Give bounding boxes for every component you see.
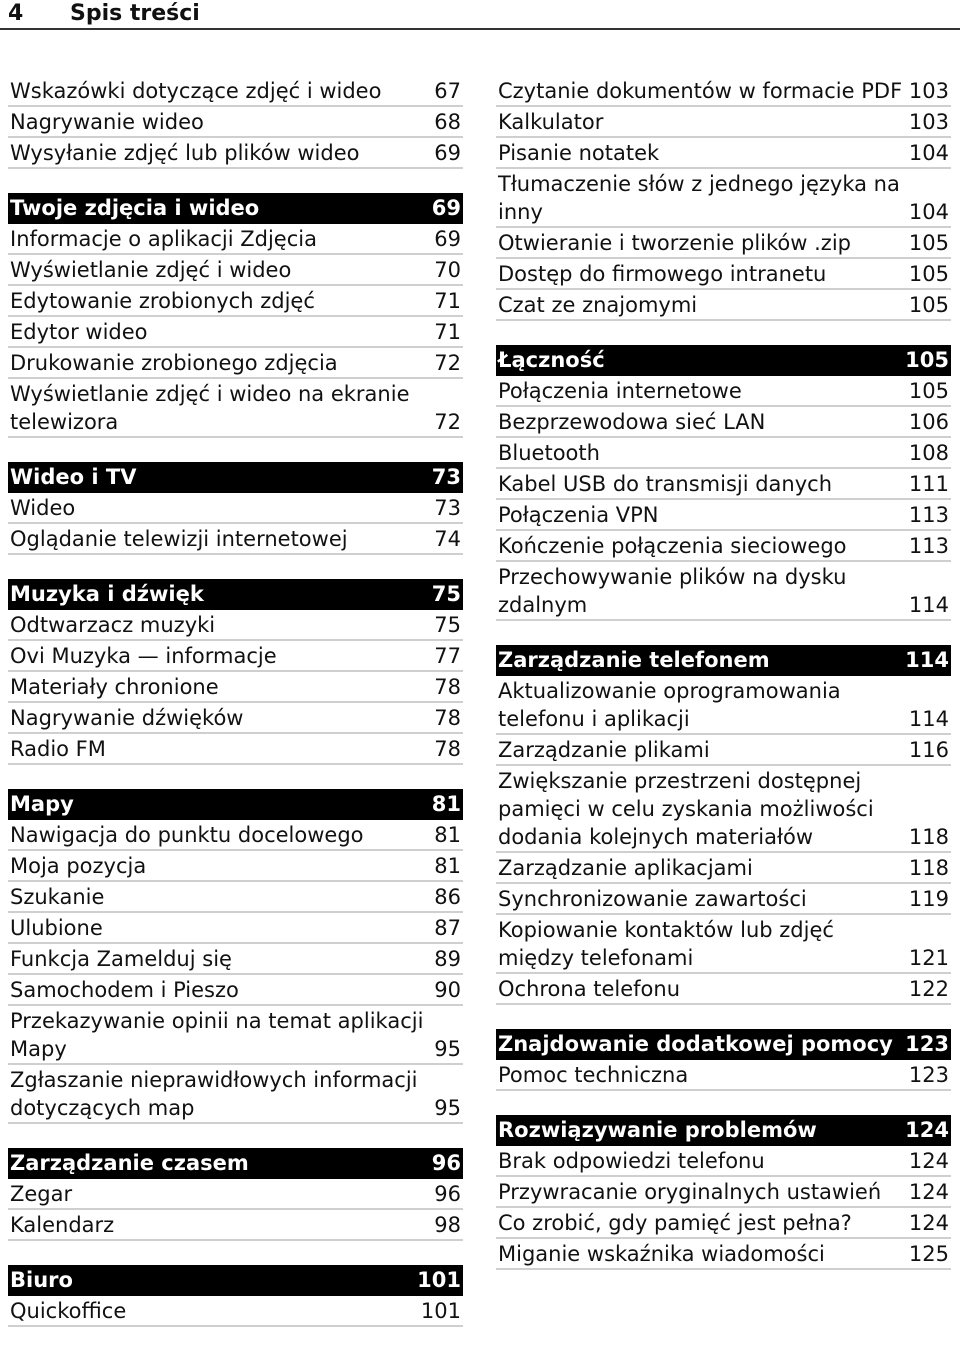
toc-entry[interactable]	[496, 735, 951, 766]
toc-entry[interactable]	[496, 500, 951, 531]
toc-entry[interactable]	[8, 107, 463, 138]
entry-page-number: 89	[434, 947, 461, 971]
toc-entry[interactable]	[496, 1208, 951, 1239]
toc-section	[8, 579, 463, 765]
entry-page-number: 118	[908, 825, 949, 849]
entry-title: Odtwarzacz muzyki	[10, 613, 216, 637]
entry-page-number: 78	[434, 706, 461, 730]
entry-page-number: 86	[434, 885, 461, 909]
toc-entry[interactable]	[8, 524, 463, 555]
entry-page-number: 106	[908, 410, 949, 434]
toc-entry[interactable]	[8, 1065, 463, 1124]
entry-title: Samochodem i Pieszo	[10, 978, 239, 1002]
entry-title: Wideo	[10, 496, 76, 520]
entry-page-number: 67	[434, 79, 461, 103]
entry-page-number: 114	[908, 707, 949, 731]
entry-title: Edytowanie zrobionych zdjęć	[10, 289, 315, 313]
toc-entry[interactable]	[8, 379, 463, 438]
toc-entry[interactable]	[8, 944, 463, 975]
toc-entry[interactable]	[8, 286, 463, 317]
page-title: Spis treści	[70, 1, 200, 26]
entry-title: Otwieranie i tworzenie plików .zip	[498, 231, 851, 255]
entry-page-number: 122	[908, 977, 949, 1001]
entry-title: Kabel USB do transmisji danych	[498, 472, 833, 496]
entry-title: Miganie wskaźnika wiadomości	[498, 1242, 825, 1266]
entry-page-number: 87	[434, 916, 461, 940]
entry-title: Zarządzanie plikami	[498, 738, 710, 762]
entry-title: Bluetooth	[498, 441, 600, 465]
toc-section	[496, 645, 951, 1005]
entry-page-number: 71	[434, 320, 461, 344]
toc-entry[interactable]	[496, 259, 951, 290]
section-page-number: 101	[417, 1268, 461, 1292]
toc-section-heading[interactable]	[8, 1265, 463, 1296]
toc-section	[8, 76, 463, 169]
toc-entry[interactable]	[496, 438, 951, 469]
entry-title: Bezprzewodowa sieć LAN	[498, 410, 766, 434]
entry-title: Funkcja Zamelduj się	[10, 947, 232, 971]
entry-page-number: 124	[908, 1180, 949, 1204]
toc-entry[interactable]	[8, 820, 463, 851]
section-title: Mapy	[10, 792, 74, 816]
entry-title: Co zrobić, gdy pamięć jest pełna?	[498, 1211, 852, 1235]
section-title: Znajdowanie dodatkowej pomocy	[498, 1032, 893, 1056]
toc-section-heading[interactable]	[8, 1148, 463, 1179]
toc-entry[interactable]	[8, 255, 463, 286]
toc-section-heading[interactable]	[8, 193, 463, 224]
entry-page-number: 105	[908, 231, 949, 255]
entry-title: Przywracanie oryginalnych ustawień	[498, 1180, 882, 1204]
toc-entry[interactable]	[496, 974, 951, 1005]
toc-section-heading[interactable]	[496, 345, 951, 376]
toc-entry[interactable]	[8, 224, 463, 255]
toc-entry[interactable]	[496, 407, 951, 438]
page-header	[0, 0, 960, 30]
entry-title: Synchronizowanie zawartości	[498, 887, 807, 911]
entry-title: Edytor wideo	[10, 320, 148, 344]
entry-title: Wyświetlanie zdjęć i wideo na ekranie telewizora	[10, 382, 410, 434]
toc-entry[interactable]	[8, 882, 463, 913]
entry-page-number: 98	[434, 1213, 461, 1237]
toc-section	[8, 462, 463, 555]
entry-title: Ovi Muzyka — informacje	[10, 644, 277, 668]
entry-page-number: 113	[908, 534, 949, 558]
section-title: Zarządzanie czasem	[10, 1151, 249, 1175]
entry-title: Czytanie dokumentów w formacie PDF	[498, 79, 903, 103]
entry-page-number: 116	[908, 738, 949, 762]
toc-entry[interactable]	[496, 290, 951, 321]
section-title: Twoje zdjęcia i wideo	[10, 196, 260, 220]
entry-title: Tłumaczenie słów z jednego języka na inny	[498, 172, 900, 224]
toc-entry[interactable]	[8, 1210, 463, 1241]
section-title: Muzyka i dźwięk	[10, 582, 204, 606]
entry-page-number: 108	[908, 441, 949, 465]
section-page-number: 124	[905, 1118, 949, 1142]
entry-page-number: 75	[434, 613, 461, 637]
entry-page-number: 124	[908, 1211, 949, 1235]
entry-page-number: 68	[434, 110, 461, 134]
page-number: 4	[8, 1, 24, 26]
entry-title: Szukanie	[10, 885, 105, 909]
toc-entry[interactable]	[496, 562, 951, 621]
toc-entry[interactable]	[8, 1296, 463, 1327]
toc-entry[interactable]	[496, 531, 951, 562]
toc-entry[interactable]	[496, 1060, 951, 1091]
toc-entry[interactable]	[8, 610, 463, 641]
entry-title: Moja pozycja	[10, 854, 147, 878]
entry-page-number: 114	[908, 593, 949, 617]
entry-title: Połączenia VPN	[498, 503, 659, 527]
entry-page-number: 111	[908, 472, 949, 496]
section-page-number: 81	[431, 792, 461, 816]
toc-entry[interactable]	[8, 975, 463, 1006]
section-page-number: 114	[905, 648, 949, 672]
toc-entry[interactable]	[496, 107, 951, 138]
toc-section-heading[interactable]	[496, 645, 951, 676]
entry-title: Radio FM	[10, 737, 106, 761]
entry-title: Kończenie połączenia sieciowego	[498, 534, 847, 558]
entry-title: Połączenia internetowe	[498, 379, 742, 403]
toc-entry[interactable]	[496, 915, 951, 974]
section-title: Zarządzanie telefonem	[498, 648, 770, 672]
toc-entry[interactable]	[8, 851, 463, 882]
section-page-number: 105	[905, 348, 949, 372]
entry-page-number: 95	[434, 1037, 461, 1061]
section-title: Wideo i TV	[10, 465, 137, 489]
entry-page-number: 77	[434, 644, 461, 668]
toc-entry[interactable]	[496, 853, 951, 884]
entry-title: Materiały chronione	[10, 675, 219, 699]
entry-page-number: 81	[434, 823, 461, 847]
entry-title: Czat ze znajomymi	[498, 293, 698, 317]
entry-title: Quickoffice	[10, 1299, 127, 1323]
toc-entry[interactable]	[8, 641, 463, 672]
entry-page-number: 72	[434, 351, 461, 375]
section-title: Biuro	[10, 1268, 73, 1292]
toc-entry[interactable]	[496, 376, 951, 407]
entry-title: Kopiowanie kontaktów lub zdjęć między telefonami	[498, 918, 834, 970]
toc-section	[8, 193, 463, 438]
toc-section	[8, 789, 463, 1124]
entry-page-number: 101	[420, 1299, 461, 1323]
toc-section	[496, 1029, 951, 1091]
entry-page-number: 96	[434, 1182, 461, 1206]
entry-page-number: 105	[908, 293, 949, 317]
toc-section	[496, 76, 951, 321]
toc-entry[interactable]	[496, 469, 951, 500]
section-page-number: 69	[431, 196, 461, 220]
entry-title: Informacje o aplikacji Zdjęcia	[10, 227, 317, 251]
toc-entry[interactable]	[8, 138, 463, 169]
entry-page-number: 103	[908, 79, 949, 103]
section-title: Łączność	[498, 348, 605, 372]
entry-title: Wskazówki dotyczące zdjęć i wideo	[10, 79, 382, 103]
toc-entry[interactable]	[8, 317, 463, 348]
entry-page-number: 70	[434, 258, 461, 282]
toc-entry[interactable]	[496, 138, 951, 169]
section-page-number: 75	[431, 582, 461, 606]
entry-title: Pomoc techniczna	[498, 1063, 689, 1087]
entry-page-number: 90	[434, 978, 461, 1002]
entry-title: Nagrywanie wideo	[10, 110, 204, 134]
entry-title: Przechowywanie plików na dysku zdalnym	[498, 565, 847, 617]
toc-section-heading[interactable]	[8, 789, 463, 820]
toc-entry[interactable]	[496, 1177, 951, 1208]
section-title: Rozwiązywanie problemów	[498, 1118, 817, 1142]
toc-entry[interactable]	[8, 672, 463, 703]
entry-title: Kalkulator	[498, 110, 604, 134]
entry-page-number: 78	[434, 675, 461, 699]
toc-entry[interactable]	[496, 169, 951, 228]
toc-entry[interactable]	[8, 348, 463, 379]
toc-entry[interactable]	[496, 766, 951, 853]
entry-page-number: 104	[908, 200, 949, 224]
toc-section	[8, 1148, 463, 1241]
entry-title: Brak odpowiedzi telefonu	[498, 1149, 765, 1173]
entry-page-number: 119	[908, 887, 949, 911]
entry-title: Wyświetlanie zdjęć i wideo	[10, 258, 292, 282]
toc-entry[interactable]	[8, 734, 463, 765]
toc-entry[interactable]	[496, 1146, 951, 1177]
entry-page-number: 121	[908, 946, 949, 970]
toc-entry[interactable]	[496, 76, 951, 107]
entry-title: Nagrywanie dźwięków	[10, 706, 244, 730]
toc-entry[interactable]	[8, 913, 463, 944]
entry-page-number: 123	[908, 1063, 949, 1087]
toc-section	[496, 345, 951, 621]
toc-entry[interactable]	[496, 1239, 951, 1270]
entry-title: Wysyłanie zdjęć lub plików wideo	[10, 141, 360, 165]
toc-section-heading[interactable]	[496, 1029, 951, 1060]
entry-title: Nawigacja do punktu docelowego	[10, 823, 364, 847]
entry-page-number: 105	[908, 379, 949, 403]
toc-entry[interactable]	[496, 884, 951, 915]
entry-page-number: 69	[434, 227, 461, 251]
section-page-number: 96	[431, 1151, 461, 1175]
entry-page-number: 118	[908, 856, 949, 880]
section-page-number: 123	[905, 1032, 949, 1056]
entry-page-number: 103	[908, 110, 949, 134]
entry-title: Zgłaszanie nieprawidłowych informacji dotyczących map	[10, 1068, 418, 1120]
entry-title: Drukowanie zrobionego zdjęcia	[10, 351, 338, 375]
entry-title: Zarządzanie aplikacjami	[498, 856, 753, 880]
toc-section-heading[interactable]	[496, 1115, 951, 1146]
toc-entry[interactable]	[8, 76, 463, 107]
toc-entry[interactable]	[8, 1179, 463, 1210]
entry-page-number: 125	[908, 1242, 949, 1266]
toc-entry[interactable]	[8, 703, 463, 734]
entry-title: Ulubione	[10, 916, 103, 940]
toc-entry[interactable]	[8, 493, 463, 524]
entry-page-number: 113	[908, 503, 949, 527]
entry-page-number: 95	[434, 1096, 461, 1120]
entry-page-number: 105	[908, 262, 949, 286]
entry-title: Zwiększanie przestrzeni dostępnej pamięci w celu zyskania możliwości dodania kolejnych materiałów	[498, 769, 874, 849]
entry-page-number: 73	[434, 496, 461, 520]
toc-entry[interactable]	[496, 676, 951, 735]
entry-title: Kalendarz	[10, 1213, 115, 1237]
entry-title: Zegar	[10, 1182, 73, 1206]
toc-column-left	[8, 76, 463, 1351]
entry-page-number: 71	[434, 289, 461, 313]
entry-page-number: 72	[434, 410, 461, 434]
entry-title: Przekazywanie opinii na temat aplikacji Mapy	[10, 1009, 424, 1061]
toc-section-heading[interactable]	[8, 462, 463, 493]
entry-page-number: 78	[434, 737, 461, 761]
entry-title: Oglądanie telewizji internetowej	[10, 527, 348, 551]
toc-section	[496, 1115, 951, 1270]
entry-title: Pisanie notatek	[498, 141, 660, 165]
entry-page-number: 69	[434, 141, 461, 165]
entry-page-number: 124	[908, 1149, 949, 1173]
entry-page-number: 104	[908, 141, 949, 165]
toc-entry[interactable]	[8, 1006, 463, 1065]
toc-column-right	[496, 76, 951, 1294]
entry-page-number: 81	[434, 854, 461, 878]
section-page-number: 73	[431, 465, 461, 489]
toc-entry[interactable]	[496, 228, 951, 259]
entry-title: Ochrona telefonu	[498, 977, 681, 1001]
entry-title: Aktualizowanie oprogramowania telefonu i aplikacji	[498, 679, 841, 731]
toc-section	[8, 1265, 463, 1327]
entry-title: Dostęp do firmowego intranetu	[498, 262, 827, 286]
toc-section-heading[interactable]	[8, 579, 463, 610]
entry-page-number: 74	[434, 527, 461, 551]
